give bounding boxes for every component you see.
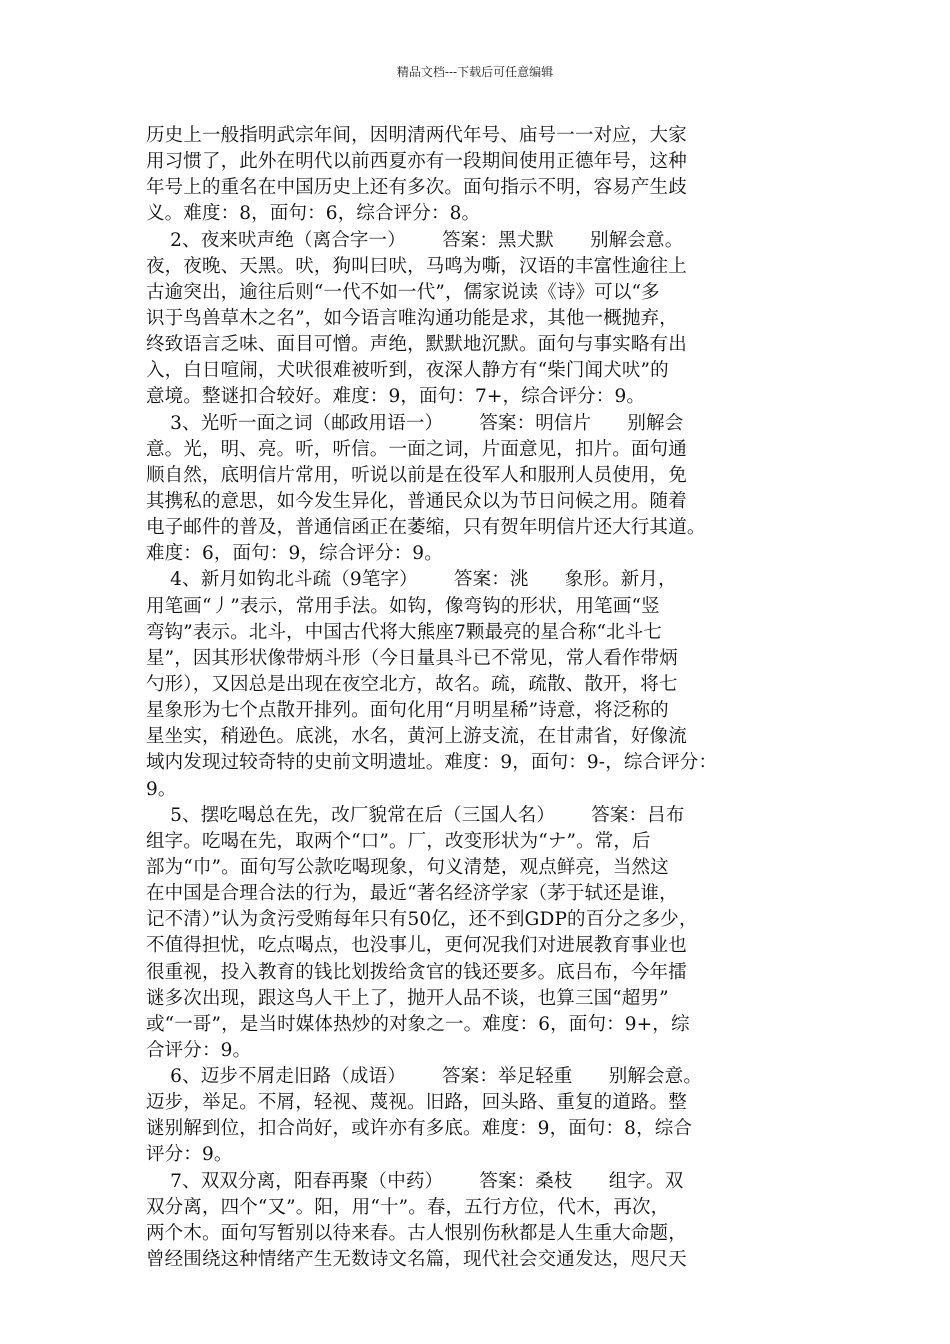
text-line: 7、双双分离，阳春再聚（中药） 答案：桑枝 组字。双 [146,1170,684,1192]
text-line: 部为“巾”。面句写公款吃喝现象，句义清楚，观点鲜亮，当然这 [146,856,669,878]
text-line: 古逾突出，逾往后则“一代不如一代”，儒家说读《诗》可以“多 [146,281,660,303]
text-line: 在中国是合理合法的行为，最近“著名经济学家（茅于轼还是谁， [146,883,678,905]
text-line: 意。光，明、亮。听，听信。一面之词，片面意见，扣片。面句通 [146,438,687,460]
text-line: 用笔画“丿”表示，常用手法。如钩，像弯钩的形状，用笔画“竖 [146,595,660,617]
text-line: 勺形），又因总是出现在夜空北方，故名。疏，疏散、散开，将七 [146,673,678,695]
text-line: 很重视，投入教育的钱比划拨给贪官的钱还要多。底吕布，今年擂 [146,961,687,983]
text-line: 意境。整谜扣合较好。难度：9，面句：7+，综合评分：9。 [146,386,646,408]
text-line: 双分离，四个“又”。阳，用“十”。春，五行方位，代木，再次， [146,1196,670,1218]
text-line: 谜别解到位，扣合尚好，或许亦有多底。难度：9，面句：8，综合 [146,1118,693,1140]
text-line: 年号上的重名在中国历史上还有多次。面句指示不明，容易产生歧 [146,177,687,199]
text-line: 记不清）”认为贪污受贿每年只有50亿，还不到GDP的百分之多少， [146,909,698,931]
text-line: 义。难度：8，面句：6，综合评分：8。 [146,203,481,225]
text-line: 4、新月如钩北斗疏（9笔字） 答案：洮 象形。新月， [146,569,677,591]
text-line: 顺自然，底明信片常用，听说以前是在役军人和服刑人员使用，免 [146,464,687,486]
text-line: 组字。吃喝在先，取两个“口”。厂，改变形状为“ナ”。常，后 [146,830,651,852]
text-line: 入，白日喧闹，犬吠很难被听到，夜深人静方有“柴门闻犬吠”的 [146,360,669,382]
text-line: 星坐实，稍逊色。底洮，水名，黄河上游支流，在甘肃省，好像流 [146,726,687,748]
text-line: 3、光听一面之词（邮政用语一） 答案：明信片 别解会 [146,412,684,434]
text-line: 合评分：9。 [146,1039,252,1061]
text-line: 用习惯了，此外在明代以前西夏亦有一段期间使用正德年号，这种 [146,151,687,173]
text-line: 谜多次出现，跟这鸟人干上了，抛开人品不谈，也算三国“超男” [146,987,669,1009]
text-line: 两个木。面句写暂别以待来春。古人恨别伤秋都是人生重大命题， [146,1222,687,1244]
text-line: 或“一哥”，是当时媒体热炒的对象之一。难度：6，面句：9+，综 [146,1013,690,1035]
text-line: 评分：9。 [146,1144,233,1166]
text-line: 曾经围绕这种情绪产生无数诗文名篇，现代社会交通发达，咫尺天 [146,1249,687,1271]
text-line: 迈步，举足。不屑，轻视、蔑视。旧路，回头路、重复的道路。整 [146,1092,687,1114]
text-line: 6、迈步不屑走旧路（成语） 答案：举足轻重 别解会意。 [146,1066,703,1088]
text-line: 电子邮件的普及，普通信函正在萎缩，只有贺年明信片还大行其道。 [146,517,706,539]
text-line: 其携私的意思，如今发生异化，普通民众以为节日问候之用。随着 [146,490,687,512]
text-line: 夜，夜晚、天黑。吠，狗叫曰吠，马鸣为嘶，汉语的丰富性逾往上 [146,255,687,277]
text-line: 5、摆吃喝总在先，改厂貌常在后（三国人名） 答案：吕布 [146,804,685,826]
text-line: 2、夜来吠声绝（离合字一） 答案：黑犬默 别解会意。 [146,229,684,251]
text-line: 9。 [146,778,177,800]
text-line: 历史上一般指明武宗年间，因明清两代年号、庙号一一对应，大家 [146,125,687,146]
text-line: 星”，因其形状像带炳斗形（今日量具斗已不常见，常人看作带炳 [146,647,678,669]
document-body [146,123,806,1273]
text-line: 星象形为七个点散开排列。面句化用“月明星稀”诗意，将泛称的 [146,700,669,722]
text-line: 终致语言乏味、面目可憎。声绝，默默地沉默。面句与事实略有出 [146,334,687,356]
text-line: 识于鸟兽草木之名”，如今语言唯沟通功能是求，其他一概抛弃， [146,307,678,329]
page-header: 精品文档---下载后可任意编辑 [396,65,554,79]
text-line: 不值得担忧，吃点喝点，也没事儿，更何况我们对进展教育事业也 [146,935,687,957]
text-line: 难度：6，面句：9，综合评分：9。 [146,543,443,565]
text-line: 域内发现过较奇特的史前文明遗址。难度：9，面句：9-，综合评分： [146,752,718,774]
text-line: 弯钩”表示。北斗，中国古代将大熊座7颗最亮的星合称“北斗七 [146,621,663,643]
